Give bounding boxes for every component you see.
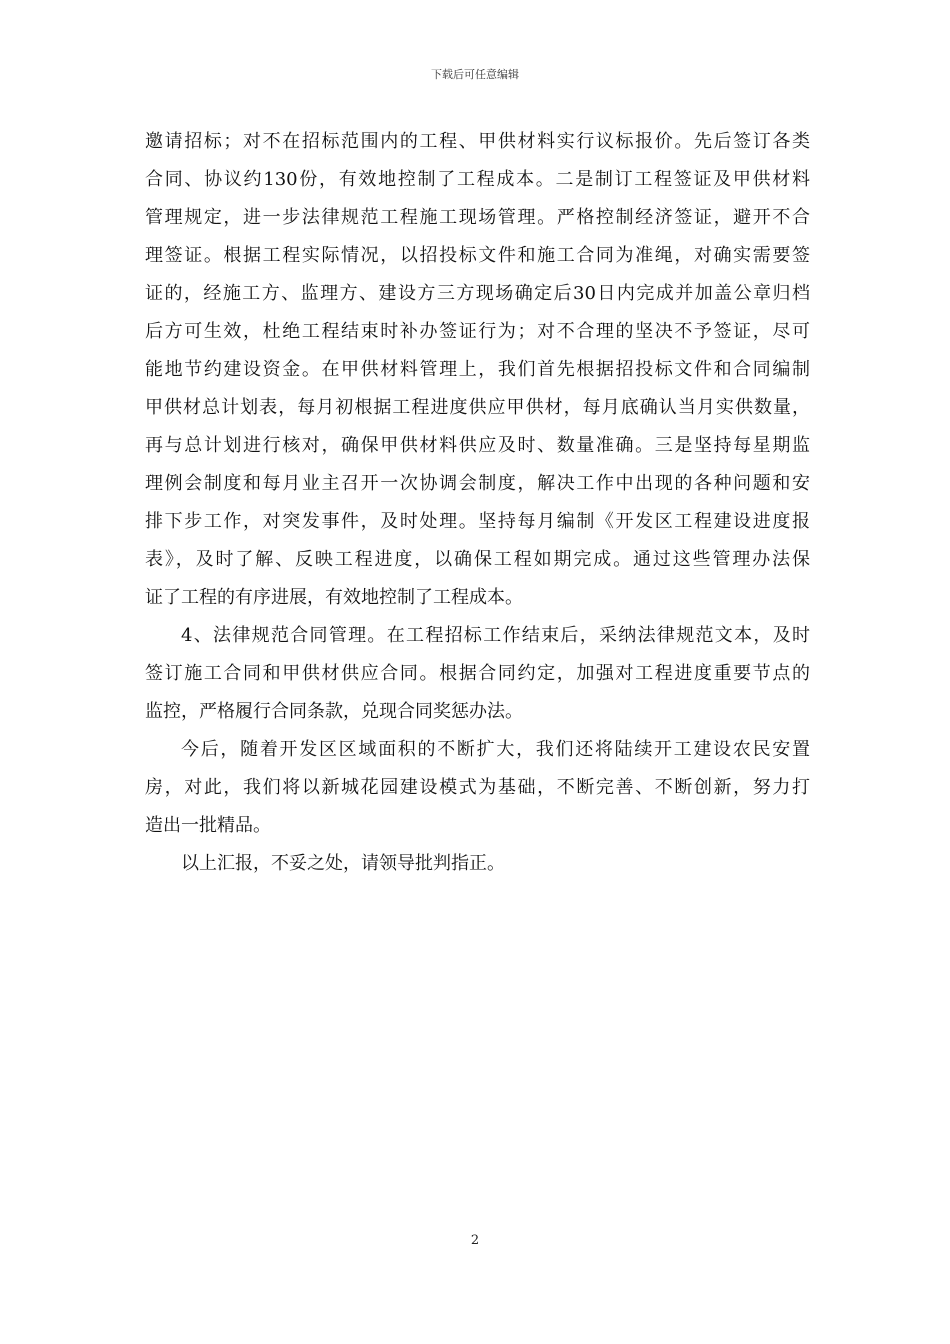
paragraph-line: 表》，及时了解、反映工程进度，以确保工程如期完成。通过这些管理办法保	[145, 549, 810, 570]
paragraph-line: 理例会制度和每月业主召开一次协调会制度，解决工作中出现的各种问题和安	[145, 473, 810, 494]
paragraph-line: 能地节约建设资金。在甲供材料管理上，我们首先根据招投标文件和合同编制	[145, 359, 810, 380]
paragraph-line: 排下步工作，对突发事件，及时处理。坚持每月编制《开发区工程建设进度报	[145, 511, 810, 532]
paragraph-line: 签订施工合同和甲供材供应合同。根据合同约定，加强对工程进度重要节点的	[145, 663, 810, 684]
paragraph-line: 管理规定，进一步法律规范工程施工现场管理。严格控制经济签证，避开不合	[145, 207, 810, 228]
paragraph-line: 邀请招标；对不在招标范围内的工程、甲供材料实行议标报价。先后签订各类	[145, 131, 810, 152]
paragraph-line: 证的，经施工方、监理方、建设方三方现场确定后30日内完成并加盖公章归档	[145, 283, 810, 304]
paragraph-line: 后方可生效，杜绝工程结束时补办签证行为；对不合理的坚决不予签证，尽可	[145, 321, 810, 342]
paragraph-line: 理签证。根据工程实际情况，以招投标文件和施工合同为准绳，对确实需要签	[145, 245, 810, 266]
paragraph-line: 房，对此，我们将以新城花园建设模式为基础，不断完善、不断创新，努力打	[145, 777, 810, 798]
paragraph-line: 以上汇报，不妥之处，请领导批判指正。	[181, 853, 505, 874]
document-body	[145, 123, 810, 883]
paragraph-line: 再与总计划进行核对，确保甲供材料供应及时、数量准确。三是坚持每星期监	[145, 435, 810, 456]
paragraph-line: 证了工程的有序进展，有效地控制了工程成本。	[145, 587, 523, 608]
page-header: 下载后可任意编辑	[431, 68, 519, 81]
page-number: 2	[470, 1233, 480, 1248]
paragraph-line: 合同、协议约130份，有效地控制了工程成本。二是制订工程签证及甲供材料	[145, 169, 810, 190]
paragraph-line: 甲供材总计划表，每月初根据工程进度供应甲供材，每月底确认当月实供数量，	[145, 397, 810, 418]
paragraph-line: 造出一批精品。	[145, 815, 271, 836]
paragraph-line: 今后，随着开发区区域面积的不断扩大，我们还将陆续开工建设农民安置	[181, 739, 810, 760]
paragraph-line: 监控，严格履行合同条款，兑现合同奖惩办法。	[145, 701, 523, 722]
paragraph-line: 4、法律规范合同管理。在工程招标工作结束后，采纳法律规范文本，及时	[181, 625, 810, 646]
